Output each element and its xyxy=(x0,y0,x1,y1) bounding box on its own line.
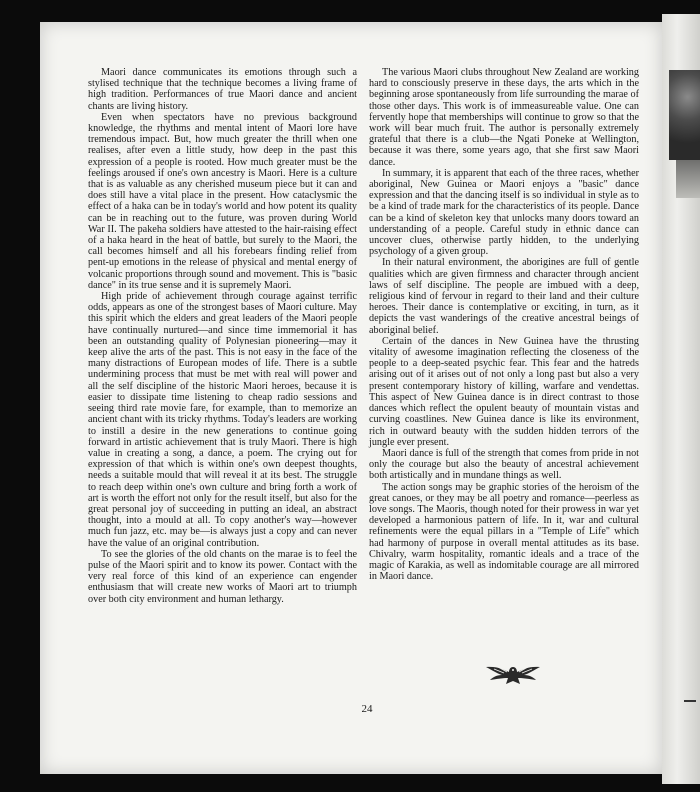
paragraph: The various Maori clubs throughout New Zealand are working hard to consciously preserve in these days, the arts which in the beginning arose spontaneously from life surrounding the marae of those other days. This work is of immeasureable value. One can fervently hope that memberships will continue to grow so that the work will bear much fruit. The author is personally extremely grateful that there is a club—the Ngati Poneke at Wellington, because it was there, some years ago, that she first saw Maori dance. xyxy=(369,67,639,168)
right-text-column xyxy=(369,67,639,582)
paragraph: High pride of achievement through courage against terrific odds, appears as one of the strongest bases of Maori culture. May this spirit which the elders and great leaders of the Maori people have continually nurtured—and since time immemorial it has been an outstanding quality of Polynesian pioneering—may it keep alive the arts of the past. This is not easy in the face of the many distractions of European modes of life. There is a subtle undermining process that must be met with real will power and all the self discipline of the historic Maori heroes, because it is easier to dissipate time listening to cheap radio sessions and seeing third rate movie fare, for example, than to memorize an ancient chant with its tricky rhythms. Today's leaders are working to instill a desire in the new generations to continue going forward in artistic achievement that is truly Maori. There is high value in creating a song, a dance, a poem. The crying out for expression of that which is within one's own deepest thoughts, needs a suitable mould that will reveal it at its best. The struggle to reach deep within one's own culture and bring forth a work of art is worth the effort not only for the result itself, but also for the great personal joy of succeeding in putting an ideal, an abstract thought, into a mould at all. To copy another's way—however much fun jazz, etc. may be—is always just a copy and can never have the value of an original contribution. xyxy=(88,291,357,549)
paragraph: To see the glories of the old chants on the marae is to feel the pulse of the Maori spirit and to know its power. Contact with the very real force of this kind of an experience can engender enthusiasm that will create new works of Maori art to triumph over both city environment and human lethargy. xyxy=(88,548,357,605)
paragraph: Maori dance is full of the strength that comes from pride in not only the courage but also the beauty of ancestral achievement both artistically and in mundane things as well. xyxy=(369,447,639,482)
adjacent-page-photo-lower xyxy=(676,160,700,198)
paragraph: In summary, it is apparent that each of the three races, whether aboriginal, New Guinea or Maori enjoys a "basic" dance expression and that the dancing itself is so individual in style as to be a kind of trade mark for the characteristics of its people. Dance can be a kind of skeleton key that unlocks many doors toward an understanding of a people. Careful study in ethnic dance can uncover clues, otherwise partly hidden, to the underlying psychology of a given group. xyxy=(369,167,639,258)
adjacent-page-photo xyxy=(669,70,700,160)
left-text-column xyxy=(88,67,357,605)
paragraph: Maori dance communicates its emotions through such a stylised technique that the technique becomes a living frame of high tradition. Performances of true Maori dance and ancient chants are living history. xyxy=(88,67,357,112)
eagle-ornament-icon xyxy=(484,661,542,687)
adjacent-page-mark xyxy=(684,700,696,702)
page-number: 24 xyxy=(361,703,373,715)
paragraph: In their natural environment, the aborigines are full of gentle qualities which are given firmness and character through ancient laws of self discipline. The people are imbued with a deep, religious kind of fervour in regard to their land and their culture heroes. Their dance is contemplative or exciting, in turn, as it depicts the vast wanderings of the creative ancestral beings of aboriginal belief. xyxy=(369,257,639,336)
paragraph: The action songs may be graphic stories of the heroism of the great canoes, or they may be all poetry and romance—peerless as love songs. The Maoris, though noted for their prowess in war yet developed a harmonious pattern of life. In it, war and cultural refinements were the equal pillars in a "Temple of Life" which had harmony of purpose in overall mental attitudes as its base. Chivalry, warm hospitality, romantic ideals and a trace of the magic of Karakia, as well as indomitable courage are all mirrored in Maori dance. xyxy=(369,481,639,583)
paragraph: Even when spectators have no previous background knowledge, the rhythms and mental intent of Maori lore have tremendous impact. But, how much greater the thrill when one realises, after even a little study, how deep in the past this expression of a people is rooted. How much greater must be the feelings aroused if one's own ancestry is Maori. Here is a culture that is as valuable as any cherished museum piece but it can and does still have a vital place in the present. How cataclysmic the effect of a haka can be in today's world and how potent its quality can be in reaching out to the future, was proven during World War II. The pakeha soldiers have attested to the hair-raising effect of a haka heard in the heat of battle, but surely to the Maori, the call becomes himself and all his forebears finding relief from pent-up emotions in the release of physical and mental energy of volcanic proportions through sound and movement. This is "basic dance" in its true sense and it is supremely Maori. xyxy=(88,111,357,291)
paragraph: Certain of the dances in New Guinea have the thrusting vitality of awesome imagination reflecting the closeness of the people to a deep-seated psychic fear. This fear and the hatreds arising out of it arises out of not only a long past but also a very present contemporary history of killing, warfare and vendettas. This aspect of New Guinea dance is in direct contrast to those dances which reflect the opulent beauty of mountain vistas and curving coastlines. New Guinea dance is like its environment, rich in outward beauty with the sudden hidden terrors of the jungle ever present. xyxy=(369,335,639,448)
